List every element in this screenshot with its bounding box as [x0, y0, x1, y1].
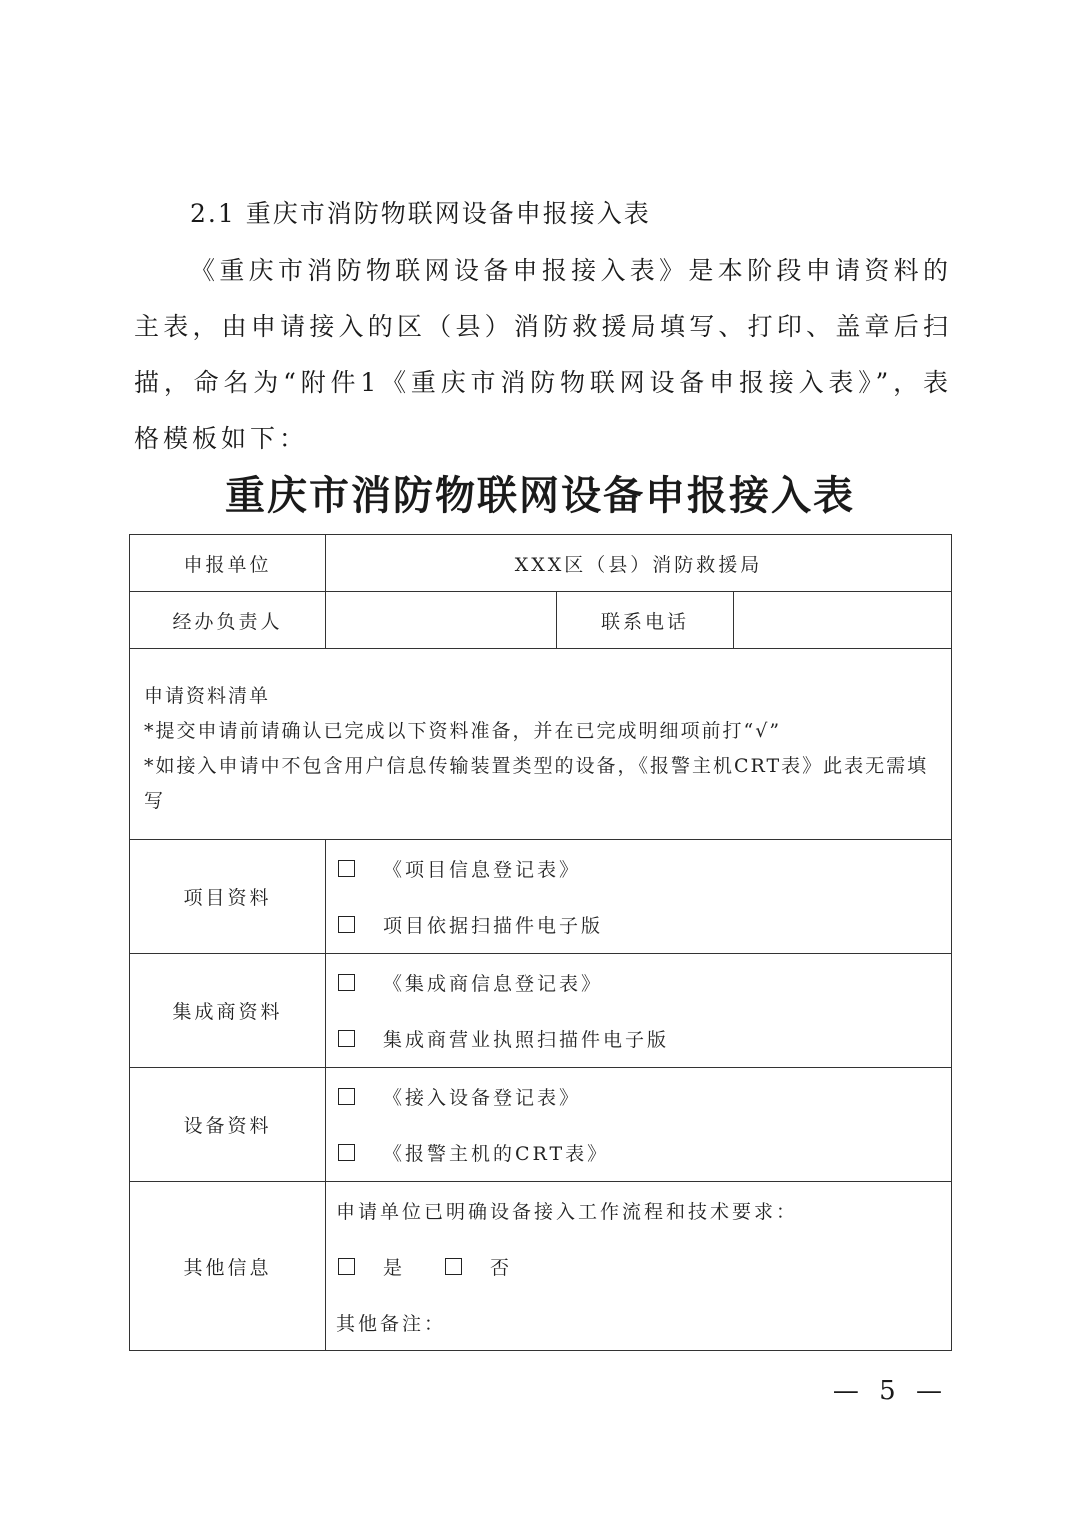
materials-list-title: 申请资料清单 — [144, 685, 271, 707]
project-option-2[interactable] — [336, 897, 951, 953]
materials-note-1: *提交申请前请确认已完成以下资料准备，并在已完成明细项前打“√” — [144, 720, 782, 742]
checkbox[interactable] — [338, 1030, 355, 1047]
checkbox[interactable] — [338, 916, 355, 933]
option-label: 项目依据扫描件电子版 — [383, 915, 604, 937]
phone-field — [734, 592, 952, 649]
option-label: 《集成商信息登记表》 — [383, 973, 604, 995]
section-heading: 2.1 重庆市消防物联网设备申报接入表 — [190, 199, 651, 228]
device-materials-options — [326, 1068, 952, 1182]
manager-field — [326, 592, 557, 649]
other-question: 申请单位已明确设备接入工作流程和技术要求： — [336, 1200, 799, 1223]
checkbox[interactable] — [338, 974, 355, 991]
option-label: 集成商营业执照扫描件电子版 — [383, 1029, 670, 1051]
materials-list-cell — [130, 649, 952, 840]
project-materials-options — [326, 840, 952, 954]
unit-label: 申报单位 — [130, 535, 326, 592]
yes-no-choice — [336, 1238, 951, 1294]
application-form-table — [129, 534, 952, 1351]
other-info-cell — [326, 1182, 952, 1351]
project-option-1[interactable] — [336, 841, 951, 897]
unit-value: XXX区（县）消防救援局 — [326, 535, 952, 592]
integrator-option-2[interactable] — [336, 1011, 951, 1067]
intro-paragraph: 《重庆市消防物联网设备申报接入表》是本阶段申请资料的主表，由申请接入的区（县）消防救援局填写、打印、盖章后扫描，命名为“附件1《重庆市消防物联网设备申报接入表》”，表格模板如下： — [134, 256, 952, 453]
checkbox[interactable] — [338, 860, 355, 877]
yes-label: 是 — [383, 1256, 406, 1279]
materials-note-2: *如接入申请中不包含用户信息传输装置类型的设备，《报警主机CRT表》此表无需填写 — [144, 755, 929, 812]
option-label: 《项目信息登记表》 — [383, 859, 582, 881]
device-materials-label: 设备资料 — [130, 1068, 326, 1182]
checkbox[interactable] — [338, 1144, 355, 1161]
checkbox[interactable] — [338, 1088, 355, 1105]
remarks-label: 其他备注： — [336, 1312, 447, 1335]
project-materials-label: 项目资料 — [130, 840, 326, 954]
option-label: 《报警主机的CRT表》 — [383, 1143, 610, 1165]
page-number: — 5 — — [832, 1376, 948, 1406]
integrator-option-1[interactable] — [336, 955, 951, 1011]
yes-checkbox[interactable] — [338, 1258, 355, 1275]
table-title: 重庆市消防物联网设备申报接入表 — [225, 473, 855, 519]
other-info-label: 其他信息 — [130, 1182, 326, 1351]
device-option-2[interactable] — [336, 1125, 951, 1181]
device-option-1[interactable] — [336, 1069, 951, 1125]
integrator-materials-options — [326, 954, 952, 1068]
integrator-materials-label: 集成商资料 — [130, 954, 326, 1068]
no-checkbox[interactable] — [445, 1258, 462, 1275]
phone-label: 联系电话 — [557, 592, 734, 649]
manager-label: 经办负责人 — [130, 592, 326, 649]
option-label: 《接入设备登记表》 — [383, 1087, 582, 1109]
no-label: 否 — [490, 1256, 513, 1279]
